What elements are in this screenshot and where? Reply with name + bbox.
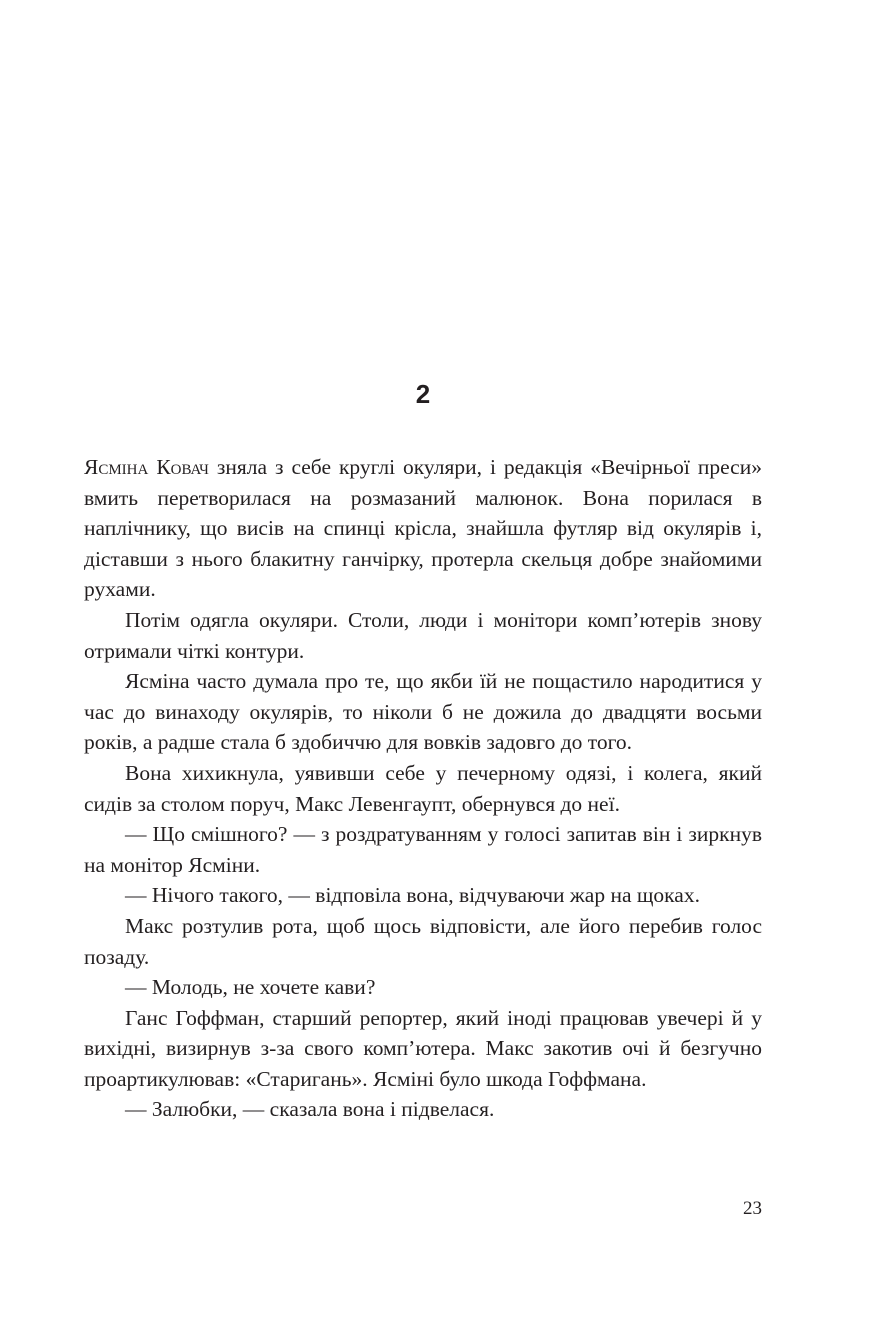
paragraph-9: Ганс Гоффман, старший репортер, який іноді працював увечері й у вихідні, визирнув з-за свого комп’ютера. Макс закотив очі й безгучно проартикулював: «Старигань». Ясміні було шкода Гоффмана. [84, 1005, 762, 1091]
paragraph-1-text: зняла з себе круглі окуляри, і редакція «Вечірньої преси» вмить перетворилася на розмазаний малюнок. Вона порилася в наплічнику, що висів на спинці крісла, знайшла футляр від окулярів і, діставши з нього блакитну ганчірку, протерла скельця добре знайомими рухами. [84, 455, 762, 602]
paragraph-6: — Нічого такого, — відповіла вона, відчуваючи жар на щоках. [125, 883, 700, 908]
paragraph-8: — Молодь, не хочете кави? [125, 975, 376, 1000]
chapter-number: 2 [415, 379, 431, 409]
paragraph-2: Потім одягла окуляри. Столи, люди і монітори комп’ютерів знову отримали чіткі контури. [84, 607, 762, 663]
chapter-text [84, 452, 762, 1125]
paragraph-4: Вона хихикнула, уявивши себе у печерному одязі, і колега, який сидів за столом поруч, Макс Левенгаупт, обернувся до неї. [84, 760, 762, 816]
paragraph-3: Ясміна часто думала про те, що якби їй не пощастило народитися у час до винаходу окулярів, то ніколи б не дожила до двадцяти восьми років, а радше стала б здобиччю для вовків задовго до того. [84, 669, 762, 755]
paragraph-7: Макс розтулив рота, щоб щось відповісти, але його перебив голос позаду. [84, 913, 762, 969]
opening-small-caps-name: Ясміна Ковач [84, 455, 209, 479]
paragraph-5: — Що смішного? — з роздратуванням у голосі запитав він і зиркнув на монітор Ясміни. [84, 822, 762, 877]
paragraph-1 [84, 452, 762, 605]
page-number: 23 [743, 1198, 762, 1219]
paragraph-10: — Залюбки, — сказала вона і підвелася. [125, 1097, 495, 1122]
